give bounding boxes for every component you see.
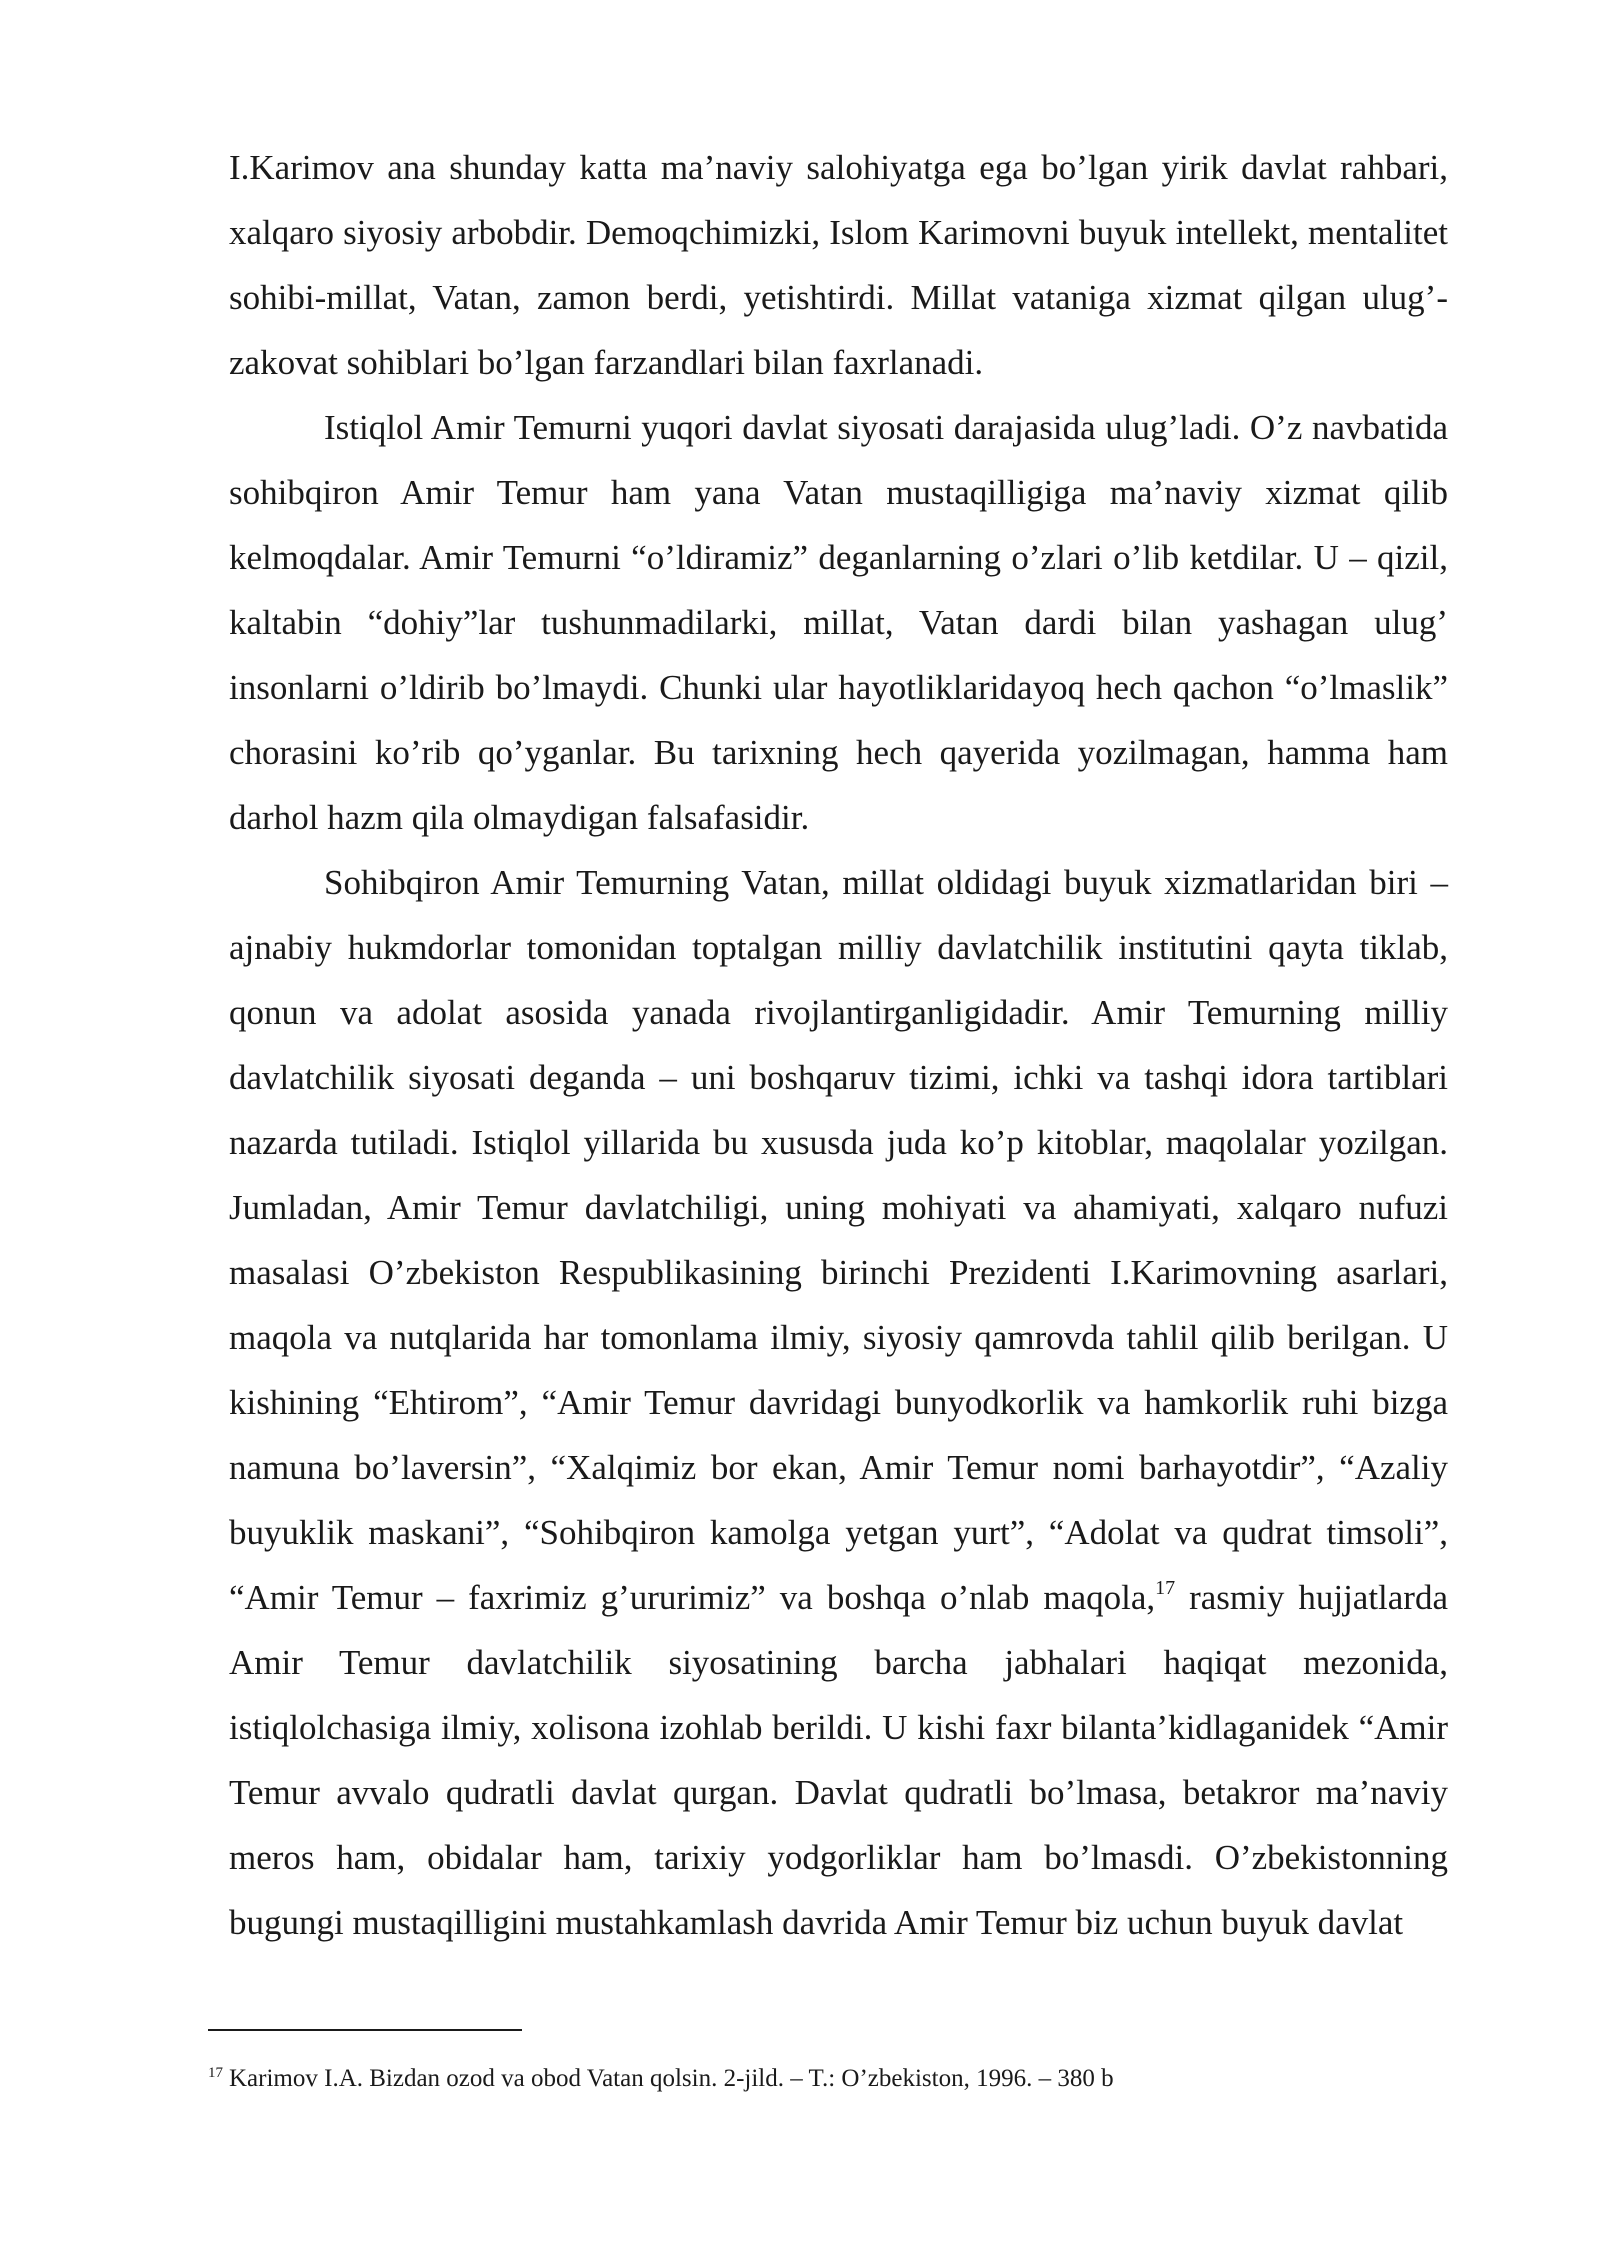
footnote-reference[interactable]: 17: [1155, 1577, 1176, 1600]
paragraph-2: Istiqlol Amir Temurni yuqori davlat siyosati darajasida ulug’ladi. O’z navbatida sohibqiron Amir Temur ham yana Vatan mustaqilligiga ma’naviy xizmat qilib kelmoqdalar. Amir Temurni “o’ldiramiz” deganlarning o’zlari o’lib ketdilar. U – qizil, kaltabin “dohiy”lar tushunmadilarki, millat, Vatan dardi bilan yashagan ulug’ insonlarni o’ldirib bo’lmaydi. Chunki ular hayotliklaridayoq hech qachon “o’lmaslik” chorasini ko’rib qo’yganlar. Bu tarixning hech qayerida yozilmagan, hamma ham darhol hazm qila olmaydigan falsafasidir.: [229, 408, 1448, 837]
footnote-number: 17: [208, 2064, 223, 2081]
paragraph-3: [229, 850, 1448, 1955]
paragraph-1: I.Karimov ana shunday katta ma’naviy salohiyatga ega bo’lgan yirik davlat rahbari, xalqaro siyosiy arbobdir. Demoqchimizki, Islom Karimovni buyuk intellekt, mentalitet sohibi-millat, Vatan, zamon berdi, yetishtirdi. Millat vataniga xizmat qilgan ulug’-zakovat sohiblari bo’lgan farzandlari bilan faxrlanadi.: [229, 148, 1448, 382]
body-text: [229, 135, 1448, 1955]
paragraph-3-text-after-note: rasmiy hujjatlarda Amir Temur davlatchilik siyosatining barcha jabhalari haqiqat mezonida, istiqlolchasiga ilmiy, xolisona izohlab berildi. U kishi faxr bilanta’kidlaganidek “Amir Temur avvalo qudratli davlat qurgan. Davlat qudratli bo’lmasa, betakror ma’naviy meros ham, obidalar ham, tarixiy yodgorliklar ham bo’lmasdi. O’zbekistonning bugungi mustaqilligini mustahkamlash davrida Amir Temur biz uchun buyuk davlat: [229, 1578, 1449, 1942]
paragraph-3-text-before-note: Sohibqiron Amir Temurning Vatan, millat oldidagi buyuk xizmatlaridan biri – ajnabiy hukmdorlar tomonidan toptalgan milliy davlatchilik institutini qayta tiklab, qonun va adolat asosida yanada rivojlantirganligidadir. Amir Temurning milliy davlatchilik siyosati deganda – uni boshqaruv tizimi, ichki va tashqi idora tartiblari nazarda tutiladi. Istiqlol yillarida bu xususda juda ko’p kitoblar, maqolalar yozilgan. Jumladan, Amir Temur davlatchiligi, uning mohiyati va ahamiyati, xalqaro nufuzi masalasi O’zbekiston Respublikasining birinchi Prezidenti I.Karimovning asarlari, maqola va nutqlarida har tomonlama ilmiy, siyosiy qamrovda tahlil qilib berilgan. U kishining “Ehtirom”, “Amir Temur davridagi bunyodkorlik va hamkorlik ruhi bizga namuna bo’laversin”, “Xalqimiz bor ekan, Amir Temur nomi barhayotdir”, “Azaliy buyuklik maskani”, “Sohibqiron kamolga yetgan yurt”, “Adolat va qudrat timsoli”, “Amir Temur – faxrimiz g’ururimiz” va boshqa o’nlab maqola,: [229, 863, 1448, 1617]
footnote-text: Karimov I.A. Bizdan ozod va obod Vatan qolsin. 2-jild. – T.: O’zbekiston, 1996. – 380 b: [229, 2065, 1114, 2092]
footnote: [208, 2062, 1448, 2096]
footnote-separator: [208, 2029, 522, 2031]
